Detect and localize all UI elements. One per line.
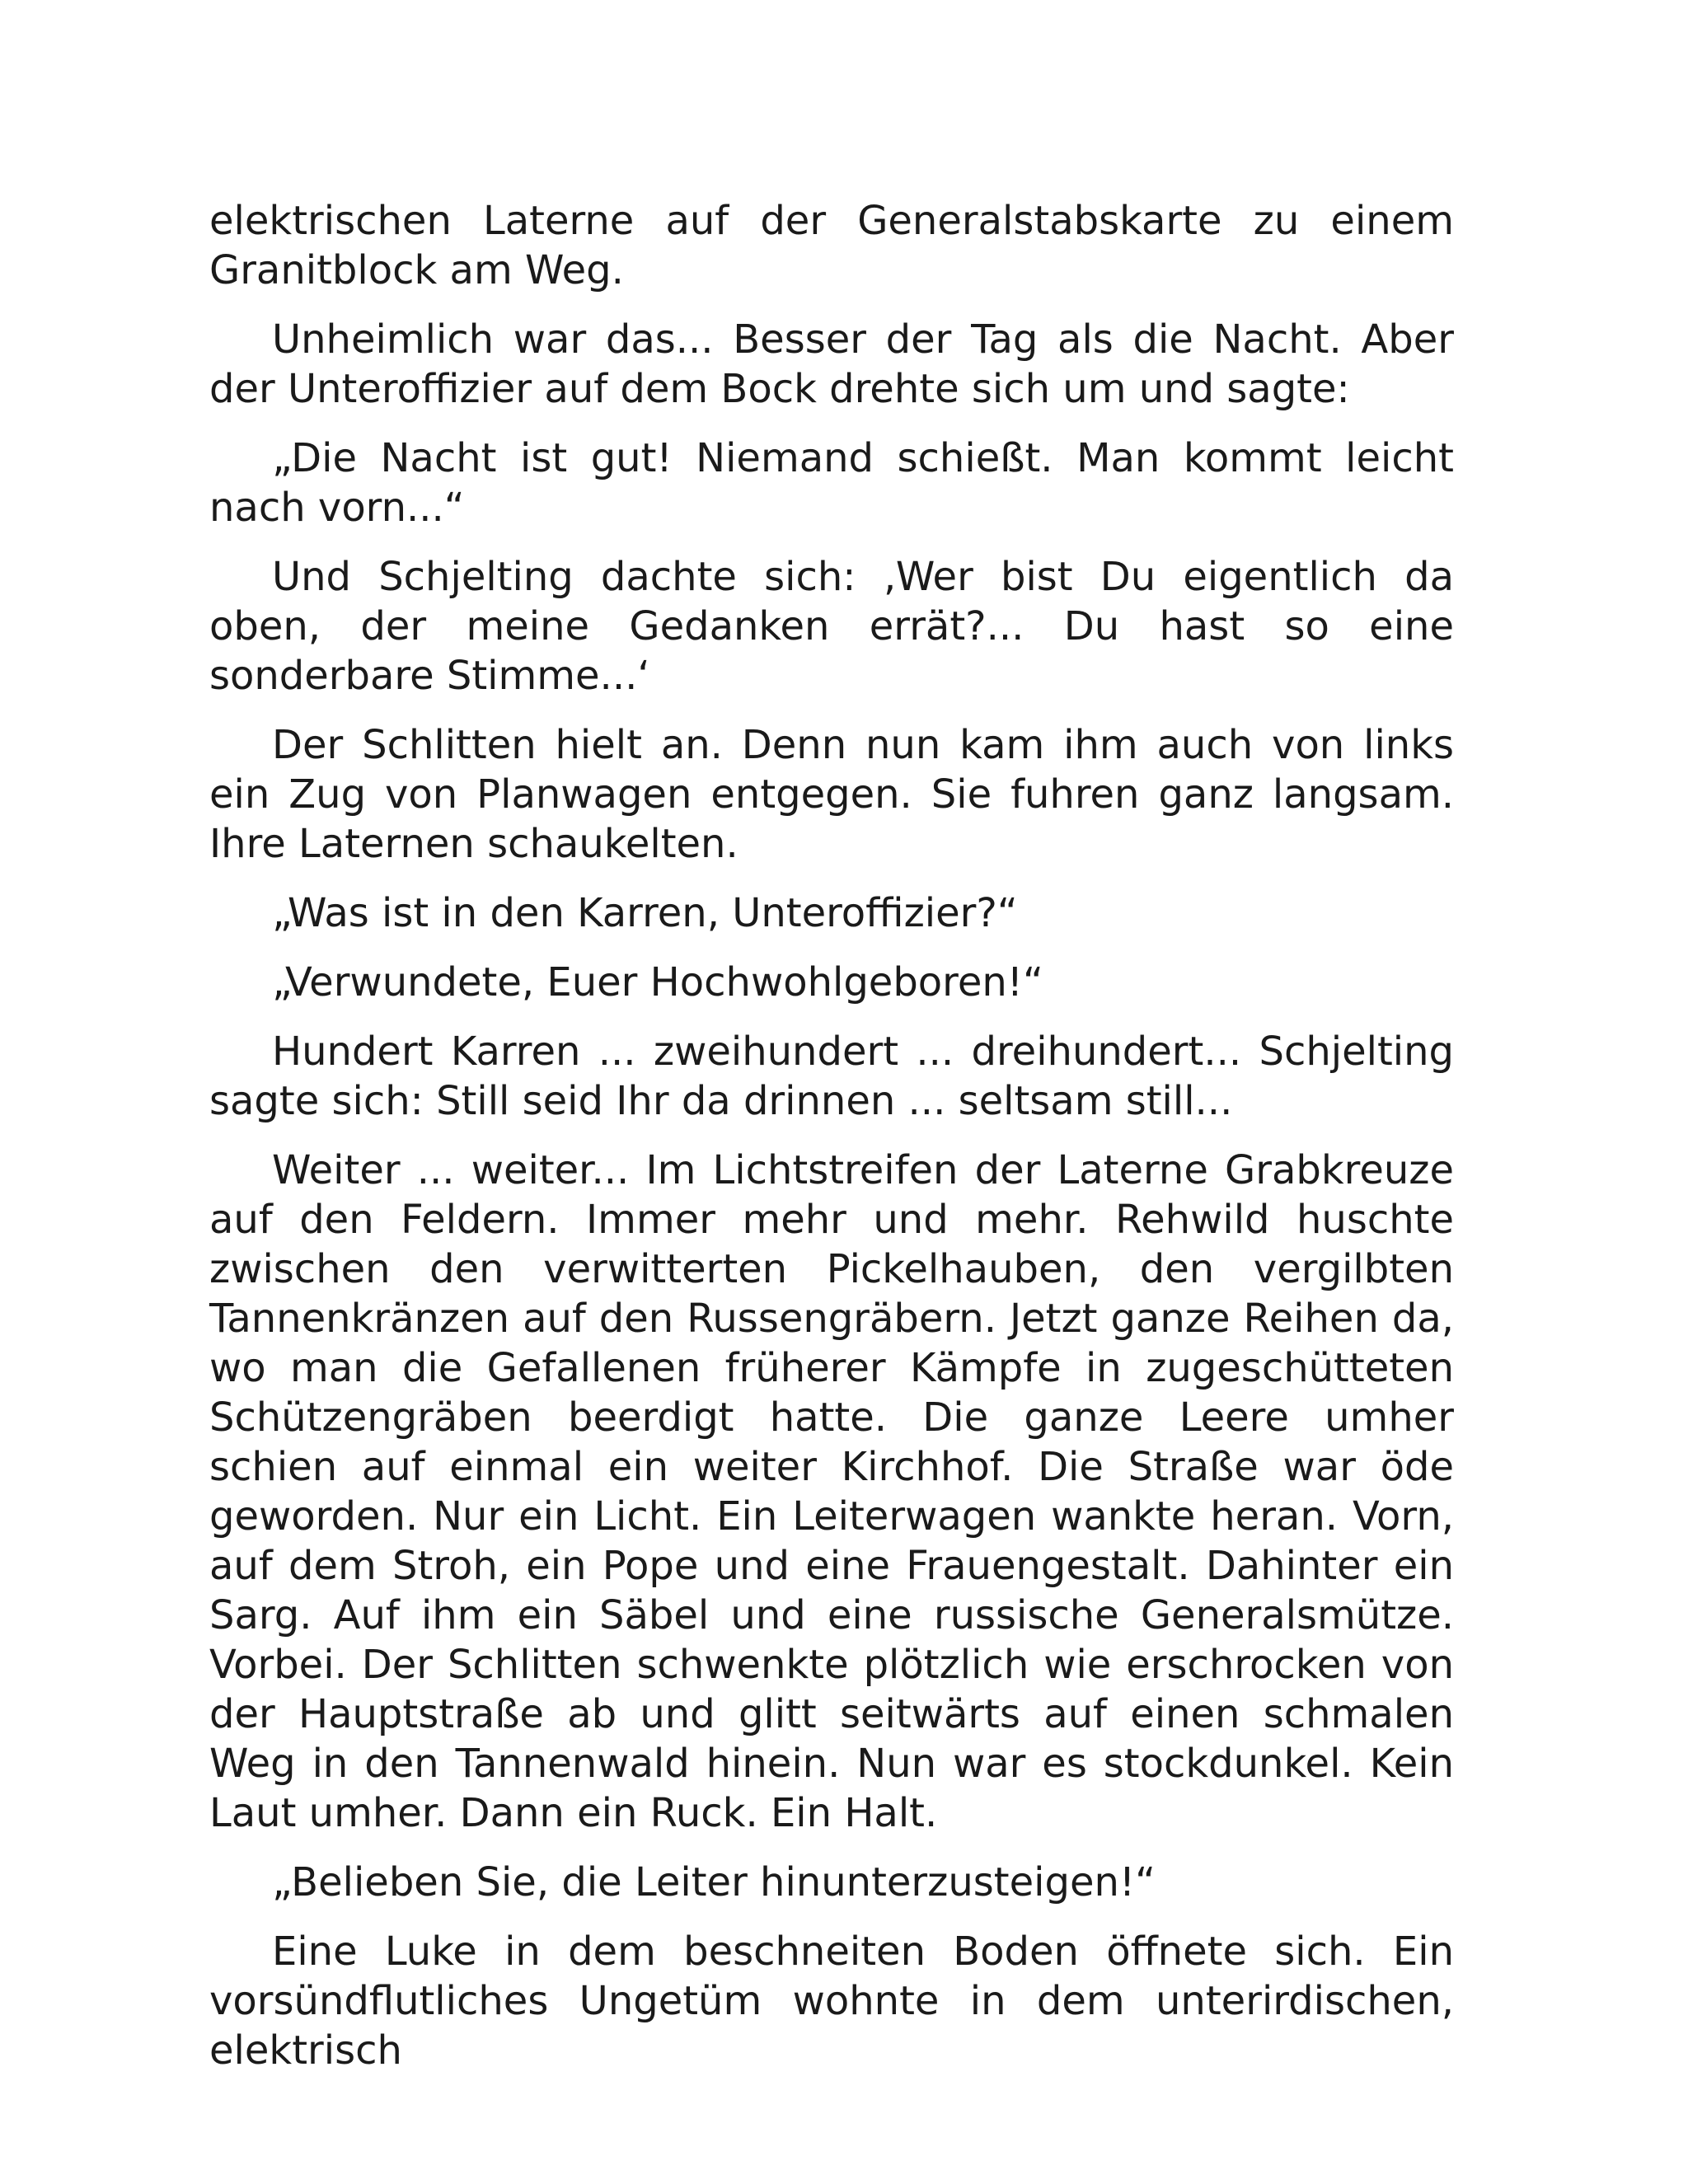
paragraph: Der Schlitten hielt an. Denn nun kam ihm auch von links ein Zug von Planwagen entgegen. Sie fuhren ganz langsam. Ihre Laternen schaukelten. bbox=[209, 722, 1454, 867]
paragraph: Weiter ... weiter... Im Lichtstreifen der Laterne Grabkreuze auf den Feldern. Immer mehr und mehr. Rehwild huschte zwischen den verwitterten Pickelhauben, den vergilbten Tannenkränzen auf den Russengräbern. Jetzt ganze Reihen da, wo man die Gefallenen früherer Kämpfe in zugeschütteten Schützengräben beerdigt hatte. Die ganze Leere umher schien auf einmal ein weiter Kirchhof. Die Straße war öde geworden. Nur ein Licht. Ein Leiterwagen wankte heran. Vorn, auf dem Stroh, ein Pope und eine Frauengestalt. Dahinter ein Sarg. Auf ihm ein Säbel und eine russische Generalsmütze. Vorbei. Der Schlitten schwenkte plötzlich wie erschrocken von der Hauptstraße ab und glitt seitwärts auf einen schmalen Weg in den Tannenwald hinein. Nun war es stockdunkel. Kein Laut umher. Dann ein Ruck. Ein Halt. bbox=[209, 1147, 1454, 1836]
paragraph: Und Schjelting dachte sich: ‚Wer bist Du eigentlich da oben, der meine Gedanken errät?... Du hast so eine sonderbare Stimme...‘ bbox=[209, 554, 1454, 699]
paragraph-continuation: elektrischen Laterne auf der Generalstabskarte zu einem Granitblock am Weg. bbox=[209, 198, 1454, 293]
paragraph-last: Eine Luke in dem beschneiten Boden öffnete sich. Ein vorsündflutliches Ungetüm wohnte in dem unterirdischen, elektrisch bbox=[209, 1929, 1454, 2074]
paragraph: Hundert Karren ... zweihundert ... dreihundert... Schjelting sagte sich: Still seid Ihr da drinnen ... seltsam still... bbox=[209, 1029, 1454, 1124]
paragraph: „Die Nacht ist gut! Niemand schießt. Man kommt leicht nach vorn...“ bbox=[209, 435, 1454, 531]
paragraph: Unheimlich war das... Besser der Tag als die Nacht. Aber der Unteroffizier auf dem Bock drehte sich um und sagte: bbox=[209, 316, 1454, 412]
paragraph: „Was ist in den Karren, Unteroffizier?“ bbox=[272, 890, 1018, 936]
paragraph: „Belieben Sie, die Leiter hinunterzusteigen!“ bbox=[272, 1859, 1156, 1905]
page-text bbox=[209, 196, 1454, 2095]
paragraph: „Verwundete, Euer Hochwohlgeboren!“ bbox=[272, 959, 1043, 1005]
